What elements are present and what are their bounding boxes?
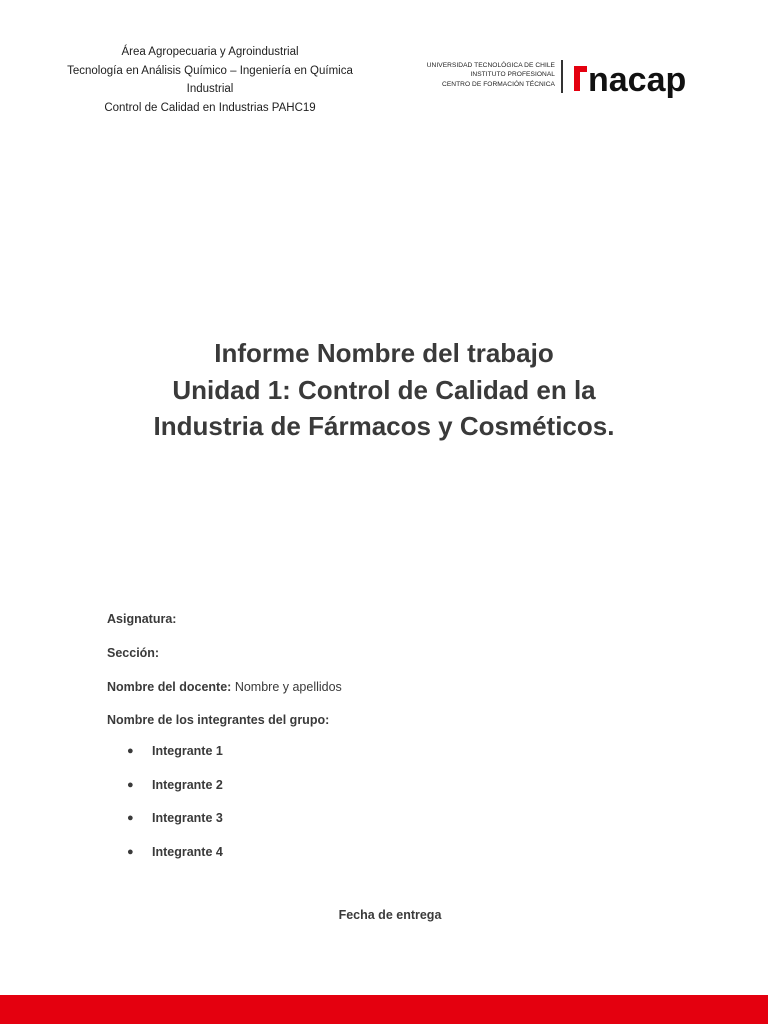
- header-course: Control de Calidad en Industrias PAHC19: [104, 101, 316, 114]
- list-item: [127, 778, 223, 792]
- list-item: [127, 744, 223, 758]
- field-seccion: [107, 646, 159, 660]
- member-name: Integrante 1: [152, 744, 223, 758]
- member-name: Integrante 2: [152, 778, 223, 792]
- seccion-label: Sección:: [107, 646, 160, 660]
- logo-line-center: CENTRO DE FORMACIÓN TÉCNICA: [442, 80, 555, 88]
- bullet-icon: ●: [127, 779, 134, 791]
- delivery-date-label: Fecha de entrega: [338, 908, 442, 922]
- field-docente: [107, 680, 342, 694]
- integrantes-label: Nombre de los integrantes del grupo:: [107, 713, 330, 727]
- footer-bar: [0, 995, 768, 1024]
- list-item: [127, 811, 223, 825]
- title-line-3: Industria de Fármacos y Cosméticos.: [153, 411, 615, 441]
- bullet-icon: ●: [127, 745, 134, 757]
- institution-header: [60, 43, 360, 117]
- title-line-2: Unidad 1: Control de Calidad en la: [172, 374, 596, 405]
- inacap-wordmark-icon: [574, 60, 714, 100]
- field-asignatura: [107, 612, 176, 626]
- header-career: Tecnología en Análisis Químico – Ingeniería en Química: [67, 64, 353, 77]
- asignatura-label: Asignatura:: [107, 612, 177, 626]
- member-name: Integrante 3: [152, 811, 223, 825]
- header-career-cont: Industrial: [186, 83, 234, 95]
- inacap-logo: [412, 58, 717, 98]
- docente-value: Nombre y apellidos: [234, 680, 342, 694]
- document-title: [80, 335, 688, 445]
- list-item: [127, 845, 223, 859]
- title-line-1: Informe Nombre del trabajo: [214, 338, 554, 368]
- field-integrantes: [107, 713, 329, 727]
- bullet-icon: ●: [127, 846, 134, 858]
- logo-line-institute: INSTITUTO PROFESIONAL: [470, 71, 555, 79]
- bullet-icon: ●: [127, 812, 134, 824]
- logo-wordmark-text: nacap: [588, 61, 687, 99]
- header-area: Área Agropecuaria y Agroindustrial: [121, 46, 299, 58]
- logo-divider: [561, 60, 563, 93]
- logo-red-cap: [579, 66, 587, 72]
- docente-label: Nombre del docente:: [107, 680, 232, 694]
- logo-line-university: UNIVERSIDAD TECNOLÓGICA DE CHILE: [426, 62, 555, 69]
- logo-tagline: [412, 61, 555, 89]
- member-name: Integrante 4: [152, 845, 223, 859]
